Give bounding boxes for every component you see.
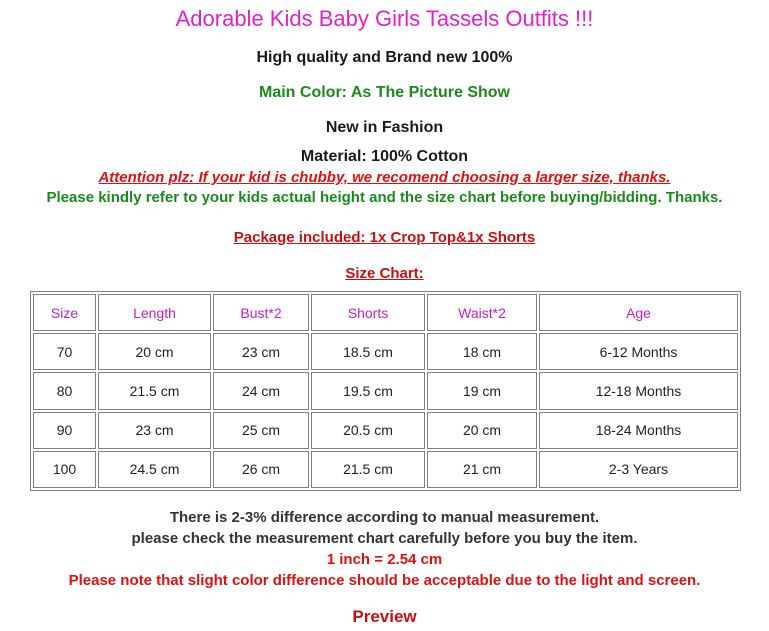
attention-line: Attention plz: If your kid is chubby, we recomend choosing a larger size, thanks.: [98, 169, 671, 186]
table-cell: 80: [33, 372, 96, 409]
table-header-cell: Age: [539, 294, 738, 331]
table-header-cell: Size: [33, 294, 96, 331]
table-row: [33, 412, 738, 449]
table-cell: 21.5 cm: [311, 451, 425, 488]
table-cell: 25 cm: [213, 412, 309, 449]
table-cell: 20 cm: [427, 412, 537, 449]
product-title: Adorable Kids Baby Girls Tassels Outfits !!!: [175, 6, 594, 31]
table-cell: 70: [33, 333, 96, 370]
color-difference-note: Please note that slight color difference should be acceptable due to the light and screen.: [68, 572, 701, 589]
table-cell: 24 cm: [213, 372, 309, 409]
table-header-cell: Shorts: [311, 294, 425, 331]
table-cell: 21.5 cm: [98, 372, 211, 409]
table-header-cell: Length: [98, 294, 211, 331]
main-color-line: Main Color: As The Picture Show: [259, 84, 510, 101]
table-header-row: [33, 294, 738, 331]
table-header-cell: Waist*2: [427, 294, 537, 331]
table-cell: 20.5 cm: [311, 412, 425, 449]
fashion-line: New in Fashion: [325, 119, 444, 136]
material-line: Material: 100% Cotton: [300, 148, 469, 165]
table-cell: 6-12 Months: [539, 333, 738, 370]
size-chart-table: [30, 291, 741, 491]
table-row: [33, 372, 738, 409]
table-cell: 20 cm: [98, 333, 211, 370]
table-cell: 12-18 Months: [539, 372, 738, 409]
check-note: please check the measurement chart carefully before you buy the item.: [131, 530, 638, 547]
table-cell: 24.5 cm: [98, 451, 211, 488]
table-row: [33, 333, 738, 370]
package-line: Package included: 1x Crop Top&1x Shorts: [233, 229, 536, 246]
table-cell: 18.5 cm: [311, 333, 425, 370]
table-cell: 23 cm: [213, 333, 309, 370]
table-header-cell: Bust*2: [213, 294, 309, 331]
table-cell: 2-3 Years: [539, 451, 738, 488]
table-cell: 18-24 Months: [539, 412, 738, 449]
preview-heading: Preview: [352, 607, 417, 626]
table-cell: 90: [33, 412, 96, 449]
inch-conversion: 1 inch = 2.54 cm: [326, 551, 443, 568]
quality-line: High quality and Brand new 100%: [256, 49, 513, 66]
table-cell: 18 cm: [427, 333, 537, 370]
table-cell: 21 cm: [427, 451, 537, 488]
table-cell: 100: [33, 451, 96, 488]
difference-note: There is 2-3% difference according to manual measurement.: [169, 509, 600, 526]
table-row: [33, 451, 738, 488]
table-cell: 19 cm: [427, 372, 537, 409]
table-cell: 23 cm: [98, 412, 211, 449]
table-cell: 19.5 cm: [311, 372, 425, 409]
table-cell: 26 cm: [213, 451, 309, 488]
size-chart-heading: Size Chart:: [345, 265, 424, 282]
refer-line: Please kindly refer to your kids actual height and the size chart before buying/bidding. Thanks.: [46, 189, 723, 206]
